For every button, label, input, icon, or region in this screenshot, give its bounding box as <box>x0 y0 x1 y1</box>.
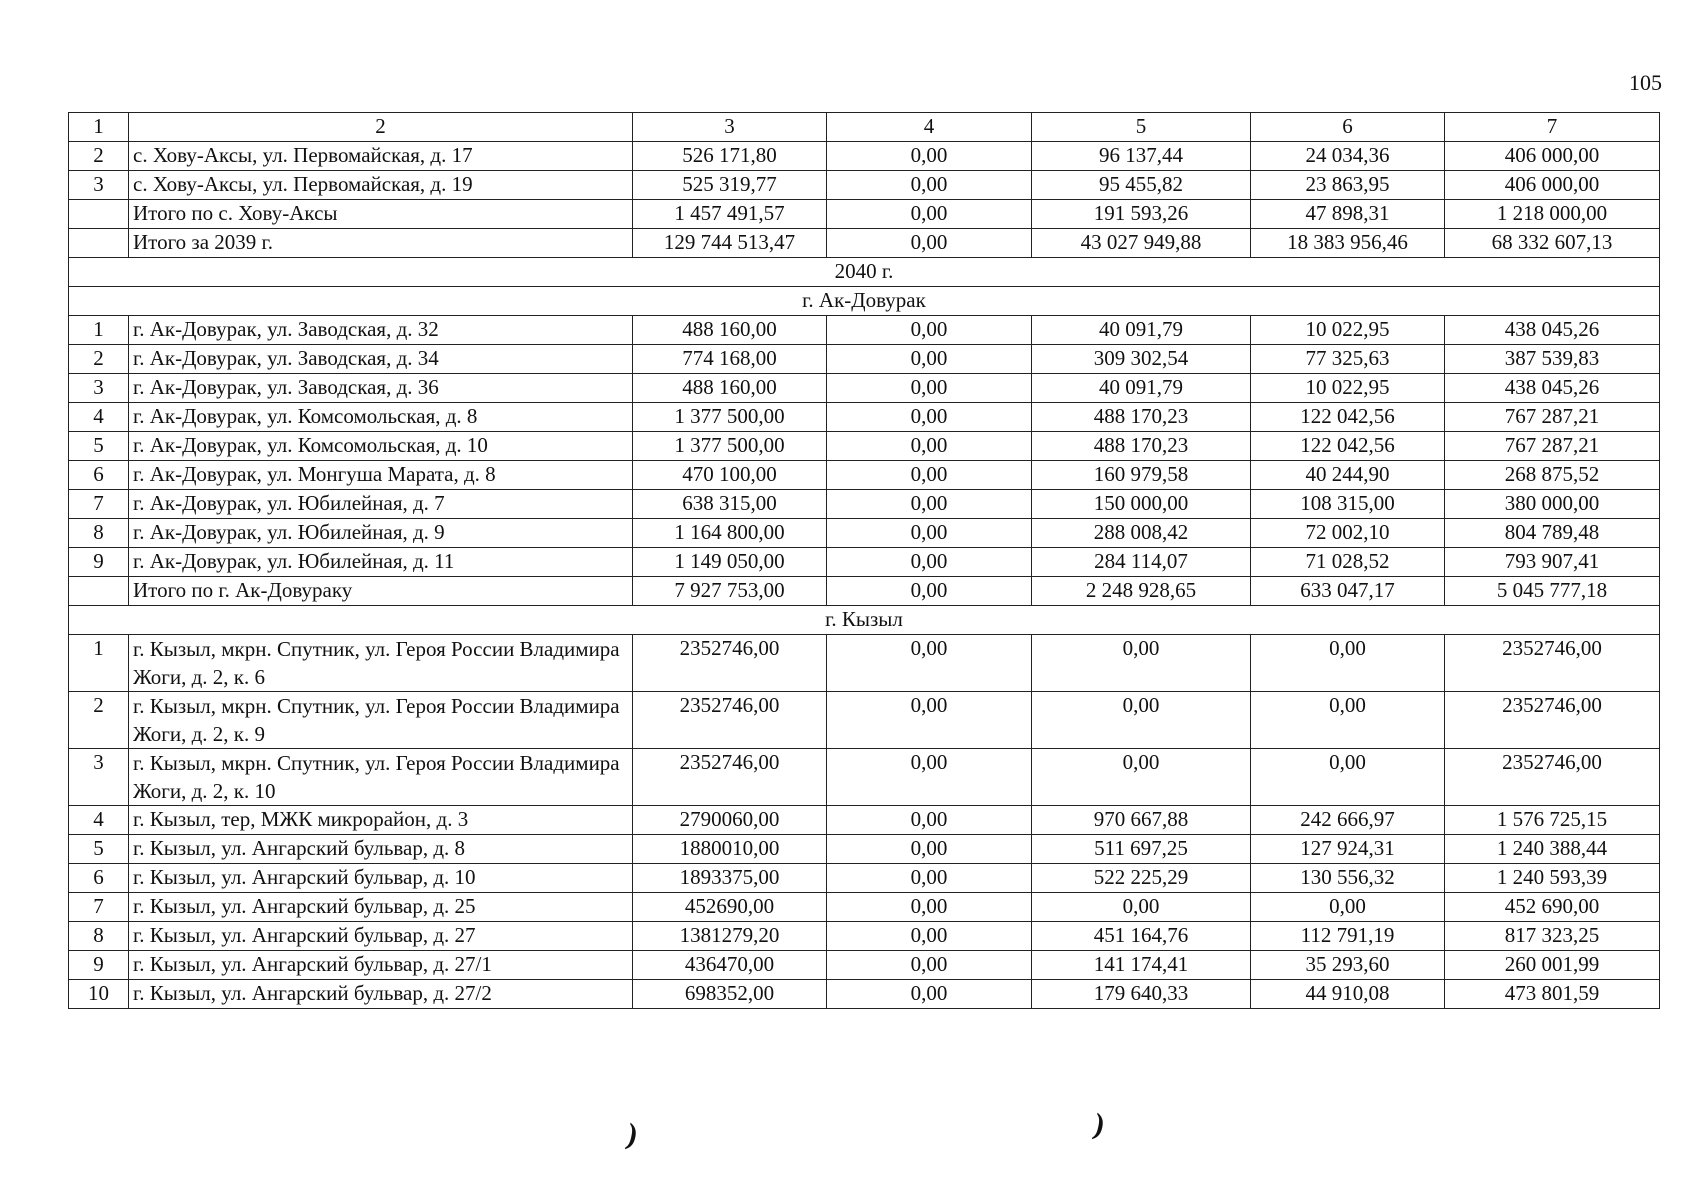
value-cell-col6: 122 042,56 <box>1251 432 1445 461</box>
value-cell-col4: 0,00 <box>827 951 1032 980</box>
table-row <box>69 171 1660 200</box>
value-cell-col7: 380 000,00 <box>1445 490 1660 519</box>
row-number-cell: 4 <box>69 806 129 835</box>
value-cell-col4: 0,00 <box>827 806 1032 835</box>
row-number-cell: 6 <box>69 461 129 490</box>
row-number-cell: 6 <box>69 864 129 893</box>
value-cell-col6: 108 315,00 <box>1251 490 1445 519</box>
row-number-cell <box>69 577 129 606</box>
row-number-cell: 3 <box>69 749 129 806</box>
table-row <box>69 461 1660 490</box>
value-cell-col5: 0,00 <box>1032 692 1251 749</box>
value-cell-col5: 150 000,00 <box>1032 490 1251 519</box>
table-row <box>69 200 1660 229</box>
row-number-cell: 9 <box>69 548 129 577</box>
total-cost-cell: 2352746,00 <box>633 635 827 692</box>
total-cost-cell: 1 164 800,00 <box>633 519 827 548</box>
value-cell-col5: 95 455,82 <box>1032 171 1251 200</box>
value-cell-col4: 0,00 <box>827 229 1032 258</box>
section-row <box>69 606 1660 635</box>
address-cell: Итого по г. Ак-Довураку <box>129 577 633 606</box>
row-number-cell: 5 <box>69 835 129 864</box>
table-row <box>69 864 1660 893</box>
value-cell-col7: 5 045 777,18 <box>1445 577 1660 606</box>
total-cost-cell: 2790060,00 <box>633 806 827 835</box>
value-cell-col4: 0,00 <box>827 835 1032 864</box>
header-cell: 2 <box>129 113 633 142</box>
table-row <box>69 374 1660 403</box>
value-cell-col7: 473 801,59 <box>1445 980 1660 1009</box>
table-row <box>69 806 1660 835</box>
value-cell-col6: 0,00 <box>1251 635 1445 692</box>
value-cell-col7: 387 539,83 <box>1445 345 1660 374</box>
row-number-cell: 7 <box>69 893 129 922</box>
address-cell: г. Ак-Довурак, ул. Юбилейная, д. 9 <box>129 519 633 548</box>
value-cell-col7: 817 323,25 <box>1445 922 1660 951</box>
value-cell-col5: 288 008,42 <box>1032 519 1251 548</box>
address-cell: г. Кызыл, ул. Ангарский бульвар, д. 27/2 <box>129 980 633 1009</box>
row-number-cell: 7 <box>69 490 129 519</box>
table-row <box>69 432 1660 461</box>
address-cell: г. Кызыл, мкрн. Спутник, ул. Героя России Владимира Жоги, д. 2, к. 10 <box>129 749 633 806</box>
total-cost-cell: 774 168,00 <box>633 345 827 374</box>
value-cell-col5: 43 027 949,88 <box>1032 229 1251 258</box>
value-cell-col6: 10 022,95 <box>1251 316 1445 345</box>
table-row <box>69 519 1660 548</box>
row-number-cell: 10 <box>69 980 129 1009</box>
handwritten-mark: ) <box>623 1117 641 1152</box>
header-cell: 5 <box>1032 113 1251 142</box>
value-cell-col4: 0,00 <box>827 374 1032 403</box>
row-number-cell: 9 <box>69 951 129 980</box>
address-cell: г. Ак-Довурак, ул. Заводская, д. 36 <box>129 374 633 403</box>
address-cell: г. Кызыл, ул. Ангарский бульвар, д. 10 <box>129 864 633 893</box>
value-cell-col5: 0,00 <box>1032 749 1251 806</box>
table-row <box>69 635 1660 692</box>
value-cell-col4: 0,00 <box>827 864 1032 893</box>
address-cell: г. Кызыл, мкрн. Спутник, ул. Героя России Владимира Жоги, д. 2, к. 6 <box>129 635 633 692</box>
total-cost-cell: 1 457 491,57 <box>633 200 827 229</box>
value-cell-col6: 47 898,31 <box>1251 200 1445 229</box>
row-number-cell: 4 <box>69 403 129 432</box>
address-cell: Итого за 2039 г. <box>129 229 633 258</box>
value-cell-col4: 0,00 <box>827 403 1032 432</box>
value-cell-col6: 77 325,63 <box>1251 345 1445 374</box>
value-cell-col4: 0,00 <box>827 490 1032 519</box>
address-cell: г. Ак-Довурак, ул. Заводская, д. 32 <box>129 316 633 345</box>
value-cell-col5: 40 091,79 <box>1032 374 1251 403</box>
row-number-cell: 1 <box>69 316 129 345</box>
total-cost-cell: 7 927 753,00 <box>633 577 827 606</box>
table-row <box>69 577 1660 606</box>
value-cell-col5: 511 697,25 <box>1032 835 1251 864</box>
table-row <box>69 316 1660 345</box>
value-cell-col7: 2352746,00 <box>1445 692 1660 749</box>
value-cell-col4: 0,00 <box>827 200 1032 229</box>
table-row <box>69 548 1660 577</box>
value-cell-col7: 406 000,00 <box>1445 142 1660 171</box>
total-cost-cell: 525 319,77 <box>633 171 827 200</box>
value-cell-col4: 0,00 <box>827 893 1032 922</box>
value-cell-col5: 970 667,88 <box>1032 806 1251 835</box>
value-cell-col7: 767 287,21 <box>1445 403 1660 432</box>
address-cell: Итого по с. Хову-Аксы <box>129 200 633 229</box>
total-cost-cell: 452690,00 <box>633 893 827 922</box>
value-cell-col7: 804 789,48 <box>1445 519 1660 548</box>
address-cell: г. Ак-Довурак, ул. Заводская, д. 34 <box>129 345 633 374</box>
address-cell: г. Ак-Довурак, ул. Комсомольская, д. 8 <box>129 403 633 432</box>
value-cell-col5: 0,00 <box>1032 635 1251 692</box>
section-row <box>69 258 1660 287</box>
address-cell: г. Ак-Довурак, ул. Юбилейная, д. 11 <box>129 548 633 577</box>
address-cell: г. Ак-Довурак, ул. Юбилейная, д. 7 <box>129 490 633 519</box>
value-cell-col7: 438 045,26 <box>1445 316 1660 345</box>
value-cell-col6: 24 034,36 <box>1251 142 1445 171</box>
row-number-cell: 2 <box>69 692 129 749</box>
value-cell-col6: 71 028,52 <box>1251 548 1445 577</box>
row-number-cell: 3 <box>69 374 129 403</box>
value-cell-col4: 0,00 <box>827 142 1032 171</box>
table-row <box>69 142 1660 171</box>
total-cost-cell: 1 377 500,00 <box>633 432 827 461</box>
value-cell-col4: 0,00 <box>827 548 1032 577</box>
value-cell-col6: 40 244,90 <box>1251 461 1445 490</box>
value-cell-col7: 1 218 000,00 <box>1445 200 1660 229</box>
total-cost-cell: 638 315,00 <box>633 490 827 519</box>
address-cell: г. Кызыл, ул. Ангарский бульвар, д. 27 <box>129 922 633 951</box>
total-cost-cell: 1 377 500,00 <box>633 403 827 432</box>
total-cost-cell: 526 171,80 <box>633 142 827 171</box>
value-cell-col4: 0,00 <box>827 980 1032 1009</box>
value-cell-col5: 96 137,44 <box>1032 142 1251 171</box>
value-cell-col4: 0,00 <box>827 345 1032 374</box>
table-row <box>69 345 1660 374</box>
row-number-cell: 8 <box>69 922 129 951</box>
address-cell: с. Хову-Аксы, ул. Первомайская, д. 19 <box>129 171 633 200</box>
value-cell-col6: 0,00 <box>1251 692 1445 749</box>
value-cell-col5: 191 593,26 <box>1032 200 1251 229</box>
row-number-cell: 8 <box>69 519 129 548</box>
header-cell: 3 <box>633 113 827 142</box>
funding-table <box>68 112 1660 1009</box>
value-cell-col4: 0,00 <box>827 461 1032 490</box>
address-cell: г. Ак-Довурак, ул. Монгуша Марата, д. 8 <box>129 461 633 490</box>
value-cell-col6: 72 002,10 <box>1251 519 1445 548</box>
value-cell-col5: 40 091,79 <box>1032 316 1251 345</box>
row-number-cell: 1 <box>69 635 129 692</box>
value-cell-col6: 18 383 956,46 <box>1251 229 1445 258</box>
value-cell-col7: 68 332 607,13 <box>1445 229 1660 258</box>
table-row <box>69 893 1660 922</box>
table-row <box>69 490 1660 519</box>
value-cell-col5: 2 248 928,65 <box>1032 577 1251 606</box>
value-cell-col6: 122 042,56 <box>1251 403 1445 432</box>
row-number-cell: 2 <box>69 345 129 374</box>
row-number-cell <box>69 200 129 229</box>
address-cell: г. Кызыл, мкрн. Спутник, ул. Героя России Владимира Жоги, д. 2, к. 9 <box>129 692 633 749</box>
value-cell-col6: 130 556,32 <box>1251 864 1445 893</box>
address-cell: г. Кызыл, ул. Ангарский бульвар, д. 8 <box>129 835 633 864</box>
total-cost-cell: 1893375,00 <box>633 864 827 893</box>
value-cell-col5: 160 979,58 <box>1032 461 1251 490</box>
header-cell: 7 <box>1445 113 1660 142</box>
table-row <box>69 951 1660 980</box>
value-cell-col6: 10 022,95 <box>1251 374 1445 403</box>
value-cell-col5: 179 640,33 <box>1032 980 1251 1009</box>
table-row <box>69 922 1660 951</box>
value-cell-col7: 1 240 388,44 <box>1445 835 1660 864</box>
section-title: 2040 г. <box>69 258 1660 287</box>
value-cell-col4: 0,00 <box>827 577 1032 606</box>
value-cell-col7: 268 875,52 <box>1445 461 1660 490</box>
value-cell-col5: 141 174,41 <box>1032 951 1251 980</box>
table-body <box>69 113 1660 1009</box>
value-cell-col6: 0,00 <box>1251 893 1445 922</box>
value-cell-col4: 0,00 <box>827 432 1032 461</box>
address-cell: г. Кызыл, ул. Ангарский бульвар, д. 27/1 <box>129 951 633 980</box>
value-cell-col7: 767 287,21 <box>1445 432 1660 461</box>
page-number: 105 <box>1629 70 1662 95</box>
value-cell-col7: 406 000,00 <box>1445 171 1660 200</box>
table-row <box>69 980 1660 1009</box>
section-row <box>69 287 1660 316</box>
table-row <box>69 229 1660 258</box>
total-cost-cell: 2352746,00 <box>633 692 827 749</box>
value-cell-col7: 2352746,00 <box>1445 749 1660 806</box>
total-cost-cell: 1381279,20 <box>633 922 827 951</box>
value-cell-col5: 309 302,54 <box>1032 345 1251 374</box>
value-cell-col6: 23 863,95 <box>1251 171 1445 200</box>
total-cost-cell: 1880010,00 <box>633 835 827 864</box>
value-cell-col4: 0,00 <box>827 692 1032 749</box>
value-cell-col4: 0,00 <box>827 316 1032 345</box>
header-cell: 1 <box>69 113 129 142</box>
table-row <box>69 749 1660 806</box>
total-cost-cell: 2352746,00 <box>633 749 827 806</box>
header-cell: 4 <box>827 113 1032 142</box>
row-number-cell: 2 <box>69 142 129 171</box>
value-cell-col5: 488 170,23 <box>1032 432 1251 461</box>
row-number-cell: 5 <box>69 432 129 461</box>
value-cell-col4: 0,00 <box>827 922 1032 951</box>
value-cell-col7: 1 576 725,15 <box>1445 806 1660 835</box>
row-number-cell <box>69 229 129 258</box>
value-cell-col7: 2352746,00 <box>1445 635 1660 692</box>
handwritten-mark: ) <box>1090 1107 1108 1142</box>
value-cell-col7: 793 907,41 <box>1445 548 1660 577</box>
value-cell-col6: 633 047,17 <box>1251 577 1445 606</box>
value-cell-col6: 242 666,97 <box>1251 806 1445 835</box>
value-cell-col6: 0,00 <box>1251 749 1445 806</box>
total-cost-cell: 1 149 050,00 <box>633 548 827 577</box>
section-title: г. Кызыл <box>69 606 1660 635</box>
table-row <box>69 692 1660 749</box>
address-cell: г. Кызыл, тер, МЖК микрорайон, д. 3 <box>129 806 633 835</box>
value-cell-col6: 127 924,31 <box>1251 835 1445 864</box>
value-cell-col4: 0,00 <box>827 171 1032 200</box>
address-cell: с. Хову-Аксы, ул. Первомайская, д. 17 <box>129 142 633 171</box>
section-title: г. Ак-Довурак <box>69 287 1660 316</box>
address-cell: г. Ак-Довурак, ул. Комсомольская, д. 10 <box>129 432 633 461</box>
value-cell-col7: 438 045,26 <box>1445 374 1660 403</box>
header-row <box>69 113 1660 142</box>
value-cell-col6: 44 910,08 <box>1251 980 1445 1009</box>
value-cell-col5: 522 225,29 <box>1032 864 1251 893</box>
header-cell: 6 <box>1251 113 1445 142</box>
table-row <box>69 403 1660 432</box>
total-cost-cell: 129 744 513,47 <box>633 229 827 258</box>
value-cell-col5: 451 164,76 <box>1032 922 1251 951</box>
value-cell-col7: 1 240 593,39 <box>1445 864 1660 893</box>
value-cell-col6: 35 293,60 <box>1251 951 1445 980</box>
total-cost-cell: 488 160,00 <box>633 316 827 345</box>
value-cell-col5: 0,00 <box>1032 893 1251 922</box>
table-row <box>69 835 1660 864</box>
value-cell-col6: 112 791,19 <box>1251 922 1445 951</box>
total-cost-cell: 470 100,00 <box>633 461 827 490</box>
value-cell-col7: 260 001,99 <box>1445 951 1660 980</box>
value-cell-col5: 284 114,07 <box>1032 548 1251 577</box>
total-cost-cell: 488 160,00 <box>633 374 827 403</box>
value-cell-col4: 0,00 <box>827 519 1032 548</box>
row-number-cell: 3 <box>69 171 129 200</box>
value-cell-col4: 0,00 <box>827 635 1032 692</box>
total-cost-cell: 698352,00 <box>633 980 827 1009</box>
value-cell-col7: 452 690,00 <box>1445 893 1660 922</box>
address-cell: г. Кызыл, ул. Ангарский бульвар, д. 25 <box>129 893 633 922</box>
value-cell-col4: 0,00 <box>827 749 1032 806</box>
value-cell-col5: 488 170,23 <box>1032 403 1251 432</box>
total-cost-cell: 436470,00 <box>633 951 827 980</box>
